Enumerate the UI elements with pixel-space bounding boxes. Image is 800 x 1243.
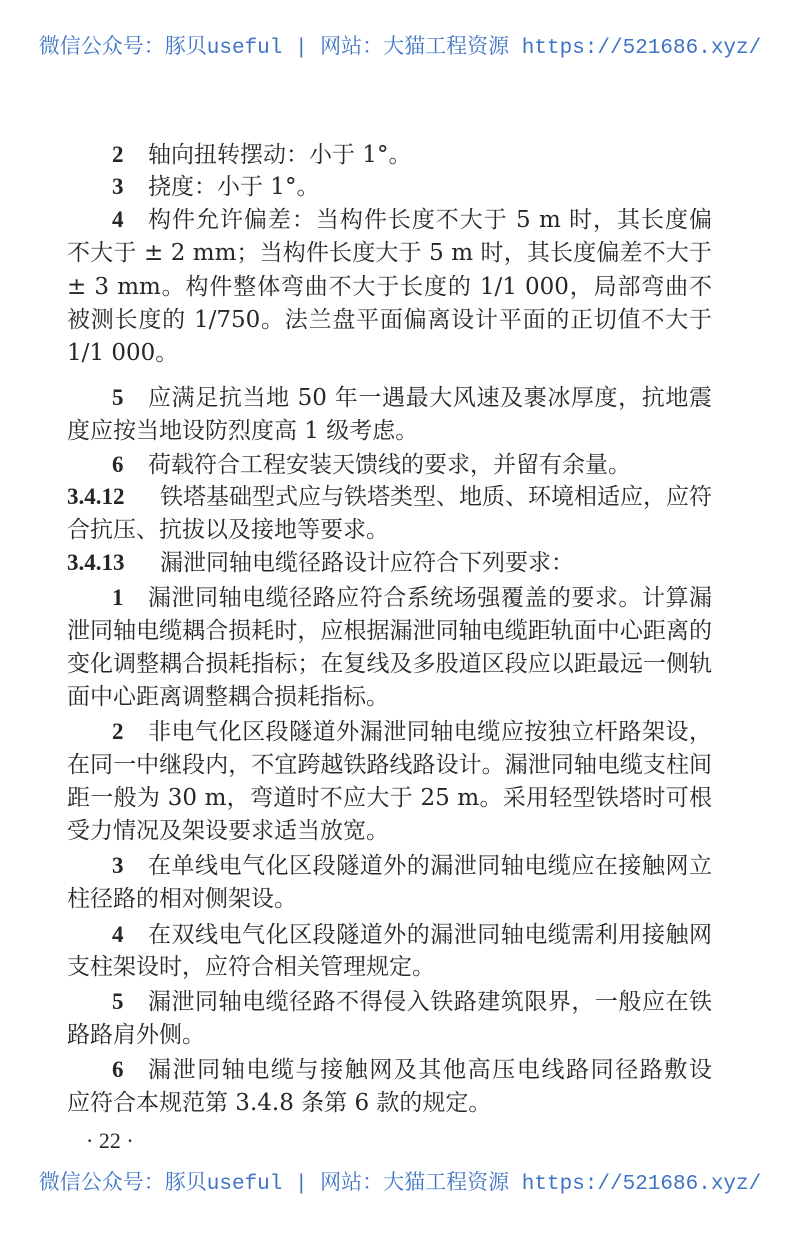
body-text-line — [0, 1089, 800, 1117]
body-text-line — [0, 617, 800, 645]
body-text-line — [0, 273, 800, 301]
clause-number: 3.4.12 — [67, 484, 125, 509]
body-text-line — [0, 683, 800, 711]
line-text: 1/1 000。 — [67, 340, 179, 366]
numbered-item-line — [0, 718, 800, 746]
item-number: 4 — [112, 922, 124, 947]
line-text: ± 3 mm。构件整体弯曲不大于长度的 1/1 000，局部弯曲不 — [67, 274, 712, 300]
body-text-line — [0, 417, 800, 445]
line-text: 变化调整耦合损耗指标；在复线及多股道区段应以距最远一侧轨 — [67, 651, 712, 677]
item-number: 5 — [112, 385, 124, 410]
line-text: 荷载符合工程安装天馈线的要求，并留有余量。 — [148, 452, 631, 478]
item-number: 6 — [112, 1057, 124, 1082]
clause-number: 3.4.13 — [67, 550, 125, 575]
numbered-item-line — [0, 921, 800, 949]
item-number: 3 — [112, 853, 124, 878]
numbered-item-line — [0, 451, 800, 479]
item-number: 2 — [112, 142, 124, 167]
section-clause-line — [0, 549, 800, 577]
line-text: 支柱架设时，应符合相关管理规定。 — [67, 954, 435, 980]
watermark-bottom: 微信公众号：豚贝useful | 网站：大猫工程资源 https://521686.xyz/ — [38, 1173, 762, 1196]
line-text: 构件允许偏差：当构件长度不大于 5 m 时，其长度偏 — [148, 207, 712, 233]
item-number: 3 — [112, 174, 124, 199]
line-text: 在同一中继段内，不宜跨越铁路线路设计。漏泄同轴电缆支柱间 — [67, 752, 712, 778]
numbered-item-line — [0, 1056, 800, 1084]
line-text: 漏泄同轴电缆径路设计应符合下列要求： — [160, 550, 574, 576]
line-text: 不大于 ± 2 mm；当构件长度大于 5 m 时，其长度偏差不大于 — [67, 240, 712, 266]
line-text: 漏泄同轴电缆径路应符合系统场强覆盖的要求。计算漏 — [148, 585, 712, 611]
body-text-line — [0, 817, 800, 845]
body-text-line — [0, 885, 800, 913]
page-number: · 22 · — [86, 1128, 134, 1153]
body-text-line — [0, 1021, 800, 1049]
numbered-item-line — [0, 384, 800, 412]
line-text: 泄同轴电缆耦合损耗时，应根据漏泄同轴电缆距轨面中心距离的 — [67, 618, 712, 644]
section-clause-line — [0, 483, 800, 511]
body-text-line — [0, 953, 800, 981]
line-text: 铁塔基础型式应与铁塔类型、地质、环境相适应，应符 — [160, 484, 712, 510]
line-text: 非电气化区段隧道外漏泄同轴电缆应按独立杆路架设， — [148, 719, 712, 745]
body-text-line — [0, 339, 800, 367]
line-text: 在单线电气化区段隧道外的漏泄同轴电缆应在接触网立 — [148, 853, 712, 879]
body-text-line — [0, 516, 800, 544]
numbered-item-line — [0, 584, 800, 612]
line-text: 轴向扭转摆动：小于 1°。 — [148, 142, 412, 168]
line-text: 合抗压、抗拔以及接地等要求。 — [67, 517, 389, 543]
item-number: 2 — [112, 719, 124, 744]
line-text: 应满足抗当地 50 年一遇最大风速及裹冰厚度，抗地震 — [148, 385, 712, 411]
line-text: 漏泄同轴电缆径路不得侵入铁路建筑限界，一般应在铁 — [148, 989, 712, 1015]
line-text: 柱径路的相对侧架设。 — [67, 886, 297, 912]
line-text: 被测长度的 1/750。法兰盘平面偏离设计平面的正切值不大于 — [67, 307, 712, 333]
line-text: 挠度：小于 1°。 — [148, 174, 320, 200]
line-text: 漏泄同轴电缆与接触网及其他高压电线路同径路敷设 — [148, 1057, 712, 1083]
line-text: 度应按当地设防烈度高 1 级考虑。 — [67, 418, 419, 444]
body-text-line — [0, 784, 800, 812]
item-number: 4 — [112, 207, 124, 232]
numbered-item-line — [0, 141, 800, 169]
body-text-line — [0, 306, 800, 334]
numbered-item-line — [0, 988, 800, 1016]
line-text: 距一般为 30 m，弯道时不应大于 25 m。采用轻型铁塔时可根 — [67, 785, 712, 811]
line-text: 路路肩外侧。 — [67, 1022, 205, 1048]
item-number: 1 — [112, 585, 124, 610]
numbered-item-line — [0, 173, 800, 201]
item-number: 6 — [112, 452, 124, 477]
line-text: 应符合本规范第 3.4.8 条第 6 款的规定。 — [67, 1090, 492, 1116]
body-text-line — [0, 650, 800, 678]
line-text: 面中心距离调整耦合损耗指标。 — [67, 684, 389, 710]
watermark-top: 微信公众号：豚贝useful | 网站：大猫工程资源 https://521686.xyz/ — [38, 37, 762, 60]
numbered-item-line — [0, 852, 800, 880]
line-text: 在双线电气化区段隧道外的漏泄同轴电缆需利用接触网 — [148, 922, 712, 948]
numbered-item-line — [0, 206, 800, 234]
item-number: 5 — [112, 989, 124, 1014]
body-text-line — [0, 239, 800, 267]
body-text-line — [0, 751, 800, 779]
line-text: 受力情况及架设要求适当放宽。 — [67, 818, 389, 844]
